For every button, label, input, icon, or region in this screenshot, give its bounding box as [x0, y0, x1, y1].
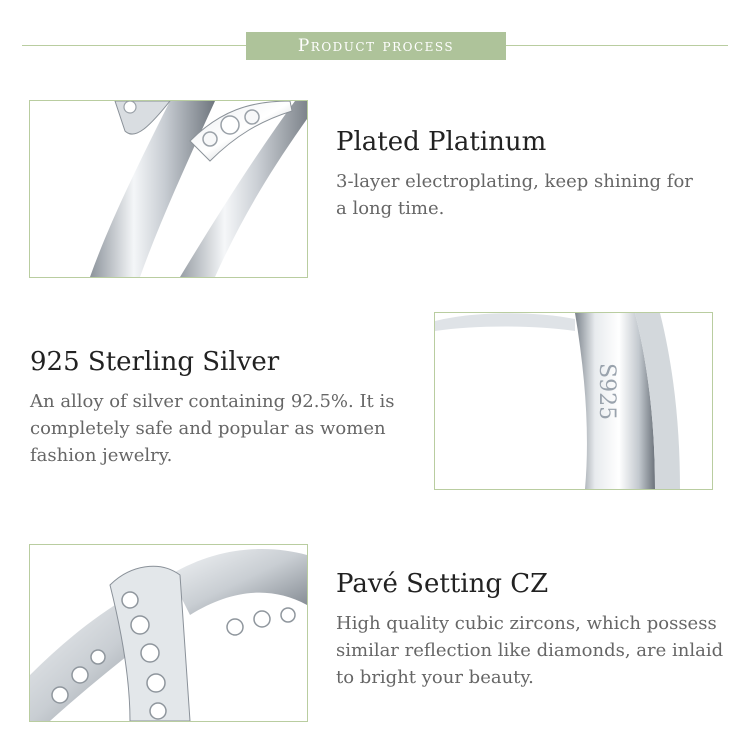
header-divider-left	[22, 45, 246, 46]
feature-title-sterling-silver: 925 Sterling Silver	[30, 347, 280, 377]
feature-description-plated-platinum: 3-layer electroplating, keep shining for a long time.	[336, 171, 693, 219]
header-divider-right	[506, 45, 728, 46]
feature-description-sterling-silver: An alloy of silver containing 92.5%. It is completely safe and popular as women fashion jewelry.	[30, 391, 395, 466]
stamp-text: S925	[594, 363, 619, 421]
section-banner-title: Product process	[297, 36, 455, 56]
s925-stamp	[594, 363, 619, 420]
sterling-silver-image	[434, 312, 713, 490]
feature-description-pave-setting: High quality cubic zircons, which possess similar reflection like diamonds, are inlaid to bright your beauty.	[336, 613, 724, 688]
feature-title-plated-platinum: Plated Platinum	[336, 127, 547, 157]
pave-setting-image	[29, 544, 308, 722]
section-banner	[246, 32, 506, 60]
feature-title-pave-setting: Pavé Setting CZ	[336, 569, 549, 599]
plated-platinum-image	[29, 100, 308, 278]
